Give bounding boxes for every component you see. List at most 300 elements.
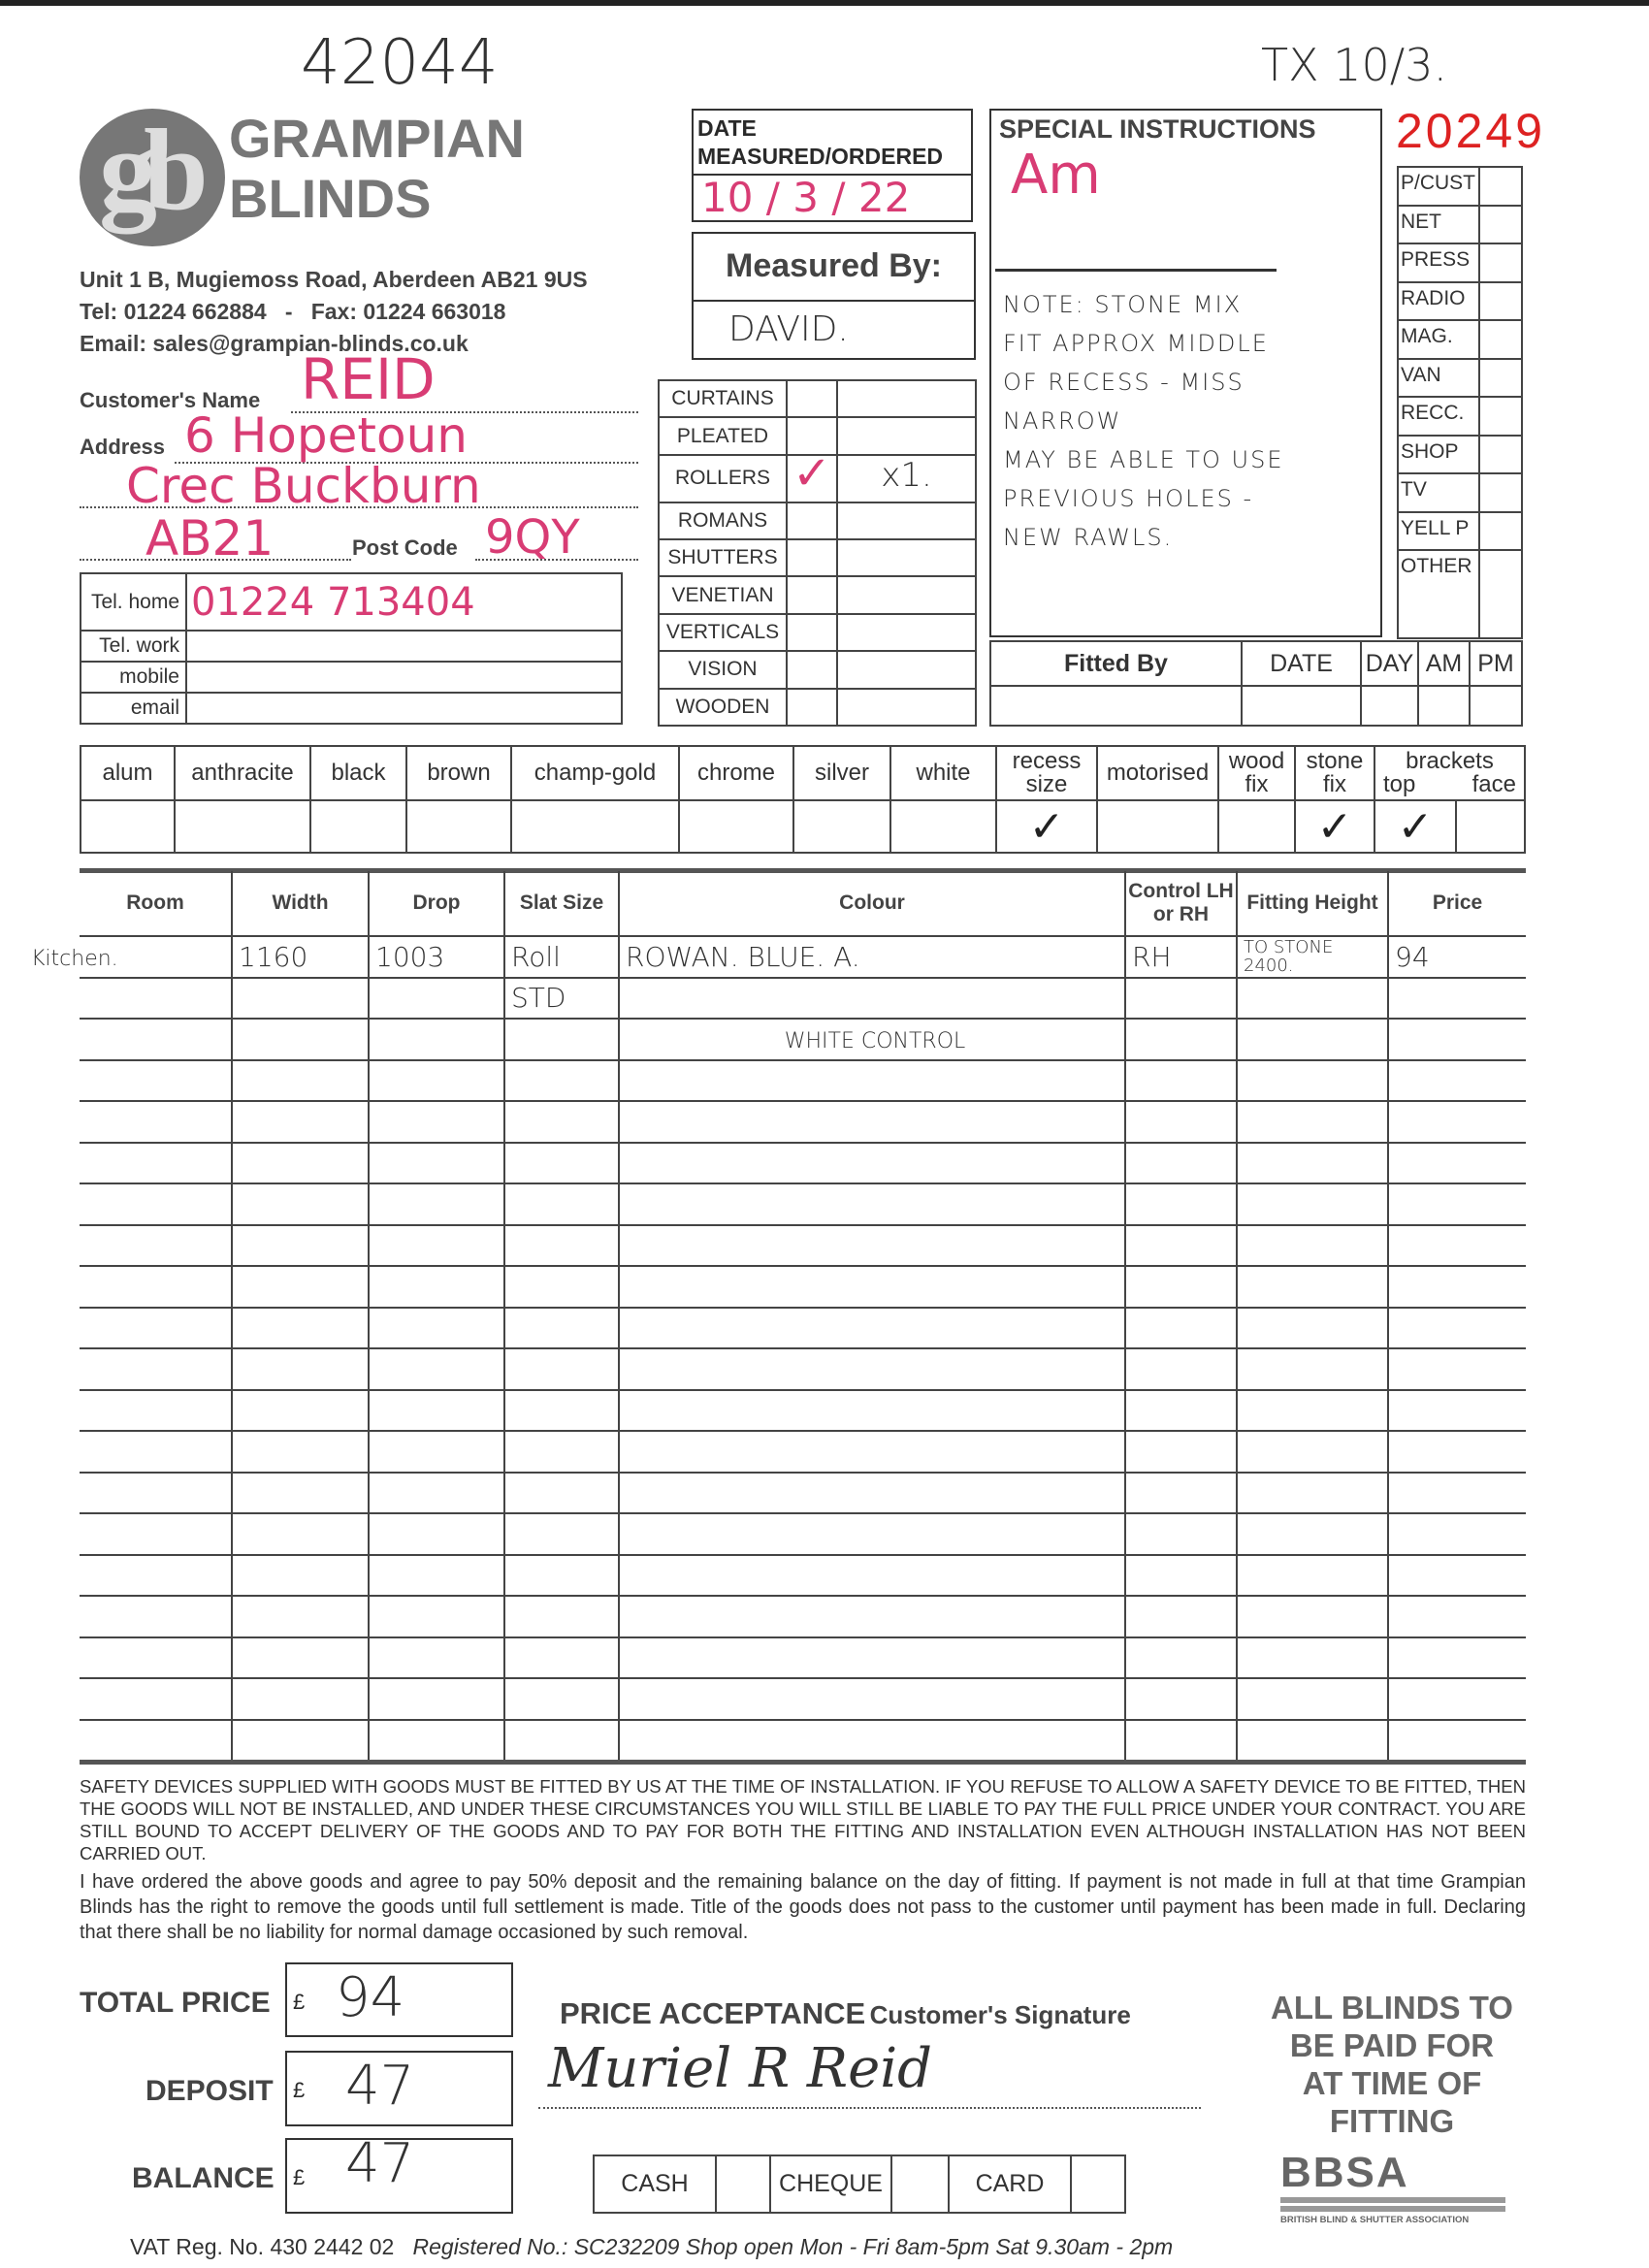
source-6: RECC.: [1398, 397, 1479, 436]
table-cell[interactable]: [1125, 1555, 1237, 1597]
source-2: PRESS: [1398, 243, 1479, 282]
customer-name: REID: [301, 346, 436, 412]
table-cell[interactable]: [1388, 1060, 1526, 1102]
source-checkbox[interactable]: [1479, 206, 1522, 244]
table-row: [80, 1720, 1526, 1762]
table-cell[interactable]: [1237, 1308, 1388, 1349]
contact-label: email: [81, 693, 186, 724]
table-cell[interactable]: [619, 1183, 1125, 1225]
table-cell[interactable]: [1388, 1473, 1526, 1514]
table-cell[interactable]: [1125, 1183, 1237, 1225]
source-checkbox[interactable]: [1479, 167, 1522, 206]
table-cell[interactable]: [1237, 1183, 1388, 1225]
table-cell[interactable]: [1388, 1183, 1526, 1225]
table-cell[interactable]: [232, 1390, 369, 1432]
table-cell[interactable]: [1125, 1720, 1237, 1762]
table-cell[interactable]: [619, 1720, 1125, 1762]
note-line: NEW RAWLS.: [1003, 524, 1174, 551]
source-9: YELL P: [1398, 512, 1479, 551]
table-cell[interactable]: [1237, 1513, 1388, 1555]
table-cell[interactable]: [80, 1225, 232, 1267]
column-header: Colour: [619, 871, 1125, 936]
table-row: [80, 1637, 1526, 1679]
fitted-by-table: Fitted By DATE DAY AM PM: [989, 640, 1523, 727]
table-cell[interactable]: [232, 1225, 369, 1267]
table-cell[interactable]: [504, 1225, 619, 1267]
table-cell[interactable]: [369, 1101, 504, 1143]
table-cell[interactable]: [1237, 1678, 1388, 1720]
table-cell[interactable]: [80, 1678, 232, 1720]
product-table: [658, 379, 977, 727]
table-cell[interactable]: [232, 1431, 369, 1473]
product-quantity[interactable]: [837, 689, 976, 726]
option-label: recess size: [996, 746, 1097, 800]
note-line: FIT APPROX MIDDLE: [1003, 330, 1269, 357]
source-checkbox[interactable]: [1479, 243, 1522, 282]
table-cell[interactable]: [1388, 1678, 1526, 1720]
contact-field[interactable]: [186, 662, 622, 693]
table-cell[interactable]: [1237, 1348, 1388, 1390]
table-cell[interactable]: [232, 1183, 369, 1225]
contact-label: mobile: [81, 662, 186, 693]
option-label: motorised: [1097, 746, 1218, 800]
table-cell[interactable]: [369, 1555, 504, 1597]
table-cell[interactable]: [369, 1596, 504, 1637]
column-header: Control LH or RH: [1125, 871, 1237, 936]
table-cell[interactable]: [369, 1678, 504, 1720]
table-cell[interactable]: [232, 1596, 369, 1637]
table-cell[interactable]: Roll: [504, 936, 619, 978]
table-cell[interactable]: [369, 1183, 504, 1225]
option-label: stone fix: [1295, 746, 1374, 800]
option-label: brown: [406, 746, 511, 800]
table-cell[interactable]: [619, 1266, 1125, 1308]
source-1: NET: [1398, 206, 1479, 244]
table-cell[interactable]: [619, 1678, 1125, 1720]
table-cell[interactable]: [619, 1596, 1125, 1637]
table-cell[interactable]: [1237, 1431, 1388, 1473]
table-cell[interactable]: [1388, 1308, 1526, 1349]
cheque-option[interactable]: CHEQUE: [770, 2155, 891, 2213]
product-checkbox[interactable]: [787, 539, 837, 576]
option-label: wood fix: [1218, 746, 1295, 800]
table-cell[interactable]: [1237, 1473, 1388, 1514]
product-quantity[interactable]: [837, 502, 976, 539]
table-cell[interactable]: [1388, 1555, 1526, 1597]
table-cell[interactable]: [1125, 1431, 1237, 1473]
table-row: [80, 1390, 1526, 1432]
table-cell[interactable]: RH: [1125, 936, 1237, 978]
column-header: Price: [1388, 871, 1526, 936]
table-cell[interactable]: [1125, 978, 1237, 1020]
payment-notice: ALL BLINDS TO BE PAID FOR AT TIME OF FITTING: [1271, 1990, 1513, 2139]
table-cell[interactable]: [504, 1678, 619, 1720]
table-cell[interactable]: [232, 1019, 369, 1060]
total-price-field[interactable]: £ 94: [285, 1962, 513, 2037]
contact-field[interactable]: [186, 693, 622, 724]
table-cell[interactable]: [504, 1513, 619, 1555]
table-cell[interactable]: [369, 1060, 504, 1102]
product-checkbox[interactable]: [787, 651, 837, 688]
table-cell[interactable]: [80, 1473, 232, 1514]
column-header: Width: [232, 871, 369, 936]
table-cell[interactable]: [80, 978, 232, 1020]
table-cell[interactable]: [619, 1555, 1125, 1597]
table-cell[interactable]: [1125, 1101, 1237, 1143]
product-quantity[interactable]: [837, 651, 976, 688]
table-cell[interactable]: [232, 1555, 369, 1597]
fitted-by-field[interactable]: [990, 686, 1242, 726]
table-cell[interactable]: [1237, 1019, 1388, 1060]
table-row: [80, 1225, 1526, 1267]
table-row: [80, 1348, 1526, 1390]
option-checkbox[interactable]: ✓: [996, 800, 1097, 853]
table-cell[interactable]: [504, 1720, 619, 1762]
table-cell[interactable]: [1237, 1596, 1388, 1637]
table-cell[interactable]: [80, 1637, 232, 1679]
table-cell[interactable]: [619, 1390, 1125, 1432]
product-venetian: VENETIAN: [659, 576, 787, 613]
table-cell[interactable]: [1125, 1678, 1237, 1720]
table-cell[interactable]: [232, 1473, 369, 1514]
contact-table: [80, 572, 623, 725]
table-cell[interactable]: [1125, 1596, 1237, 1637]
table-cell[interactable]: [80, 1143, 232, 1184]
cash-option[interactable]: CASH: [594, 2155, 716, 2213]
table-cell[interactable]: [1388, 1596, 1526, 1637]
option-checkbox[interactable]: [310, 800, 406, 853]
table-cell[interactable]: [80, 1596, 232, 1637]
order-table: [31, 871, 1526, 1761]
table-cell[interactable]: [504, 1555, 619, 1597]
table-row: [80, 936, 1526, 978]
table-cell[interactable]: [369, 1225, 504, 1267]
table-cell[interactable]: [80, 1101, 232, 1143]
table-cell[interactable]: [232, 1720, 369, 1762]
table-cell[interactable]: [1237, 1101, 1388, 1143]
contact-label: Tel. home: [81, 573, 186, 631]
handwritten-tx: TX 10/3.: [1261, 39, 1448, 91]
note-line: MAY BE ABLE TO USE: [1003, 446, 1284, 473]
table-cell[interactable]: [504, 1060, 619, 1102]
card-option[interactable]: CARD: [949, 2155, 1071, 2213]
table-row: [80, 1473, 1526, 1514]
table-cell[interactable]: [369, 1473, 504, 1514]
table-cell[interactable]: [1125, 1266, 1237, 1308]
table-cell[interactable]: [1125, 1390, 1237, 1432]
table-cell[interactable]: [619, 1225, 1125, 1267]
source-checkbox[interactable]: [1479, 320, 1522, 359]
option-checkbox[interactable]: [793, 800, 890, 853]
special-instructions-box: SPECIAL INSTRUCTIONS Am NOTE: STONE MIX FIT APPROX MIDDLE OF RECESS - MISS NARROW MAY BE ABLE TO USE PREVIOUS HOLES - NEW RAWLS.: [989, 109, 1382, 637]
table-cell[interactable]: [504, 1019, 619, 1060]
date-value: 10 / 3 / 22: [701, 174, 911, 221]
table-cell[interactable]: [504, 1348, 619, 1390]
table-cell[interactable]: [1237, 1390, 1388, 1432]
table-cell[interactable]: [80, 1348, 232, 1390]
table-cell[interactable]: 1003: [369, 936, 504, 978]
table-cell[interactable]: [1237, 1225, 1388, 1267]
table-cell[interactable]: [504, 1143, 619, 1184]
option-label: chrome: [679, 746, 793, 800]
table-cell[interactable]: [1125, 1060, 1237, 1102]
table-cell[interactable]: [80, 1266, 232, 1308]
product-checkbox[interactable]: [787, 576, 837, 613]
table-row: [80, 1183, 1526, 1225]
source-checkbox[interactable]: [1479, 282, 1522, 321]
table-cell[interactable]: [1125, 1473, 1237, 1514]
product-shutters: SHUTTERS: [659, 539, 787, 576]
table-row: [80, 1678, 1526, 1720]
table-cell[interactable]: WHITE CONTROL: [619, 1019, 1125, 1060]
bbsa-logo: BBSA BRITISH BLIND & SHUTTER ASSOCIATION: [1280, 2152, 1505, 2225]
table-cell[interactable]: 94: [1388, 936, 1526, 978]
table-cell[interactable]: [369, 1513, 504, 1555]
source-checkbox[interactable]: [1479, 436, 1522, 474]
table-cell[interactable]: [232, 1101, 369, 1143]
contact-field[interactable]: 01224 713404: [186, 573, 622, 631]
address-line-2: Crec Buckburn: [126, 458, 481, 514]
table-cell[interactable]: [1388, 1266, 1526, 1308]
table-cell[interactable]: [619, 1143, 1125, 1184]
table-cell[interactable]: [232, 1308, 369, 1349]
measured-by-box: Measured By: DAVID.: [692, 232, 976, 360]
product-checkbox[interactable]: [787, 380, 837, 417]
table-cell[interactable]: [232, 1637, 369, 1679]
post-code: 9QY: [485, 510, 580, 565]
table-cell[interactable]: [1388, 978, 1526, 1020]
option-checkbox[interactable]: [406, 800, 511, 853]
table-cell[interactable]: [369, 1637, 504, 1679]
balance-field[interactable]: £ 47: [285, 2138, 513, 2214]
table-cell[interactable]: [369, 1390, 504, 1432]
table-cell[interactable]: [80, 1555, 232, 1597]
table-cell[interactable]: [1125, 1348, 1237, 1390]
table-cell[interactable]: ROWAN. BLUE. A.: [619, 936, 1125, 978]
table-cell[interactable]: [1237, 1637, 1388, 1679]
bracket-face-checkbox[interactable]: [1456, 800, 1525, 853]
table-cell[interactable]: [619, 1473, 1125, 1514]
table-row: [80, 1143, 1526, 1184]
product-quantity[interactable]: [837, 380, 976, 417]
table-row: [80, 1101, 1526, 1143]
table-cell[interactable]: [1388, 1390, 1526, 1432]
table-cell[interactable]: [1125, 1308, 1237, 1349]
product-quantity[interactable]: x1.: [837, 455, 976, 502]
option-checkbox[interactable]: [1218, 800, 1295, 853]
table-cell[interactable]: [504, 1473, 619, 1514]
table-cell[interactable]: [1237, 978, 1388, 1020]
table-cell[interactable]: [232, 1266, 369, 1308]
table-cell[interactable]: STD: [504, 978, 619, 1020]
option-checkbox[interactable]: [1097, 800, 1218, 853]
column-header: Slat Size: [504, 871, 619, 936]
product-quantity[interactable]: [837, 417, 976, 454]
table-cell[interactable]: [1388, 1225, 1526, 1267]
signature-line[interactable]: [538, 2107, 1201, 2109]
table-cell[interactable]: [369, 1720, 504, 1762]
table-cell[interactable]: [619, 1060, 1125, 1102]
footer: VAT Reg. No. 430 2442 02 Registered No.: SC232209 Shop open Mon - Fri 8am-5pm Sat 9.30am - 2pm: [130, 2234, 1174, 2259]
table-cell[interactable]: [619, 978, 1125, 1020]
table-cell[interactable]: [1388, 1348, 1526, 1390]
source-list: [1397, 166, 1523, 639]
handwritten-ref: 42044: [301, 27, 499, 99]
source-checkbox[interactable]: [1479, 512, 1522, 551]
note-line: PREVIOUS HOLES -: [1003, 485, 1254, 512]
table-cell[interactable]: [619, 1308, 1125, 1349]
table-cell[interactable]: [1125, 1225, 1237, 1267]
option-label: black: [310, 746, 406, 800]
option-checkbox[interactable]: [175, 800, 310, 853]
option-checkbox[interactable]: [81, 800, 175, 853]
address-line-3: AB21: [146, 510, 275, 567]
product-romans: ROMANS: [659, 502, 787, 539]
product-checkbox[interactable]: [787, 614, 837, 651]
table-cell[interactable]: [80, 1183, 232, 1225]
table-cell[interactable]: [80, 1019, 232, 1060]
option-label: white: [890, 746, 996, 800]
source-checkbox[interactable]: [1479, 359, 1522, 398]
table-cell[interactable]: [369, 1019, 504, 1060]
table-cell[interactable]: [504, 1308, 619, 1349]
form-number: 20249: [1396, 104, 1546, 158]
product-checkbox[interactable]: ✓: [787, 455, 837, 502]
column-header: Room: [80, 871, 232, 936]
company-contact: Unit 1 B, Mugiemoss Road, Aberdeen AB21 9US Tel: 01224 662884 - Fax: 01224 663018 Email: sales@grampian-blinds.co.uk: [80, 267, 588, 356]
table-cell[interactable]: [232, 978, 369, 1020]
product-quantity[interactable]: [837, 539, 976, 576]
table-cell[interactable]: [1237, 1555, 1388, 1597]
option-label: anthracite: [175, 746, 310, 800]
contact-label: Tel. work: [81, 631, 186, 662]
special-notes: [991, 272, 1380, 570]
payment-method-table: [593, 2155, 1126, 2214]
table-cell[interactable]: [369, 978, 504, 1020]
option-checkbox[interactable]: [679, 800, 793, 853]
customer-signature: Muriel R Reid: [548, 2037, 932, 2100]
table-cell[interactable]: [369, 1431, 504, 1473]
source-3: RADIO: [1398, 282, 1479, 321]
table-cell[interactable]: [1388, 1143, 1526, 1184]
table-cell[interactable]: [1388, 1431, 1526, 1473]
table-cell[interactable]: TO STONE 2400.: [1237, 936, 1388, 978]
table-cell[interactable]: [504, 1637, 619, 1679]
product-quantity[interactable]: [837, 614, 976, 651]
table-cell[interactable]: [1125, 1637, 1237, 1679]
option-label: alum: [81, 746, 175, 800]
brackets-label: brackets top face: [1374, 746, 1525, 800]
table-row: [80, 978, 1526, 1020]
scan-edge: [0, 0, 1649, 6]
table-cell[interactable]: [80, 1513, 232, 1555]
table-cell[interactable]: [369, 1143, 504, 1184]
table-cell[interactable]: [619, 1101, 1125, 1143]
table-cell[interactable]: [1125, 1019, 1237, 1060]
table-cell[interactable]: Kitchen.: [80, 936, 232, 978]
table-cell[interactable]: [232, 1060, 369, 1102]
table-row: [80, 1555, 1526, 1597]
table-cell[interactable]: [232, 1678, 369, 1720]
table-cell[interactable]: [1125, 1513, 1237, 1555]
table-row: [80, 1019, 1526, 1060]
source-0: P/CUST: [1398, 167, 1479, 206]
product-vision: VISION: [659, 651, 787, 688]
source-checkbox[interactable]: [1479, 397, 1522, 436]
source-checkbox[interactable]: [1479, 473, 1522, 512]
table-cell[interactable]: [232, 1513, 369, 1555]
source-10: OTHER: [1398, 550, 1479, 638]
table-row: [80, 1266, 1526, 1308]
option-checkbox[interactable]: [890, 800, 996, 853]
table-cell[interactable]: [80, 1431, 232, 1473]
source-checkbox[interactable]: [1479, 550, 1522, 638]
table-cell[interactable]: [80, 1308, 232, 1349]
product-quantity[interactable]: [837, 576, 976, 613]
bracket-top-checkbox[interactable]: ✓: [1374, 800, 1456, 853]
option-checkbox[interactable]: ✓: [1295, 800, 1374, 853]
table-cell[interactable]: [1388, 1637, 1526, 1679]
note-line: OF RECESS - MISS NARROW: [1003, 369, 1245, 435]
product-wooden: WOODEN: [659, 689, 787, 726]
table-cell[interactable]: [619, 1431, 1125, 1473]
table-cell[interactable]: [504, 1183, 619, 1225]
table-cell[interactable]: [80, 1390, 232, 1432]
table-cell[interactable]: [504, 1266, 619, 1308]
table-cell[interactable]: [1388, 1019, 1526, 1060]
source-8: TV: [1398, 473, 1479, 512]
product-rollers: ROLLERS: [659, 455, 787, 502]
table-cell[interactable]: [1237, 1720, 1388, 1762]
deposit-field[interactable]: £ 47: [285, 2051, 513, 2126]
measured-by-value: DAVID.: [728, 309, 849, 349]
table-cell[interactable]: [80, 1720, 232, 1762]
table-cell[interactable]: [80, 1060, 232, 1102]
table-cell[interactable]: [1237, 1143, 1388, 1184]
product-checkbox[interactable]: [787, 689, 837, 726]
table-cell[interactable]: [369, 1348, 504, 1390]
table-cell[interactable]: [1237, 1266, 1388, 1308]
table-cell[interactable]: 1160: [232, 936, 369, 978]
table-cell[interactable]: [369, 1266, 504, 1308]
table-cell[interactable]: [1388, 1720, 1526, 1762]
table-cell[interactable]: [619, 1637, 1125, 1679]
column-header: Drop: [369, 871, 504, 936]
product-checkbox[interactable]: [787, 502, 837, 539]
product-verticals: VERTICALS: [659, 614, 787, 651]
table-cell[interactable]: [232, 1143, 369, 1184]
table-cell[interactable]: [1237, 1060, 1388, 1102]
table-cell[interactable]: [504, 1101, 619, 1143]
table-cell[interactable]: [1388, 1513, 1526, 1555]
table-cell[interactable]: [1388, 1101, 1526, 1143]
table-cell[interactable]: [369, 1308, 504, 1349]
option-checkbox[interactable]: [511, 800, 679, 853]
table-cell[interactable]: [504, 1390, 619, 1432]
date-box: DATE MEASURED/ORDERED 10 / 3 / 22: [692, 109, 973, 222]
table-row: [80, 1060, 1526, 1102]
contact-field[interactable]: [186, 631, 622, 662]
table-cell[interactable]: [619, 1513, 1125, 1555]
product-curtains: CURTAINS: [659, 380, 787, 417]
option-label: champ-gold: [511, 746, 679, 800]
product-pleated: PLEATED: [659, 417, 787, 454]
table-cell[interactable]: [504, 1596, 619, 1637]
table-cell[interactable]: [1125, 1143, 1237, 1184]
table-cell[interactable]: [504, 1431, 619, 1473]
table-cell[interactable]: [232, 1348, 369, 1390]
table-cell[interactable]: [619, 1348, 1125, 1390]
